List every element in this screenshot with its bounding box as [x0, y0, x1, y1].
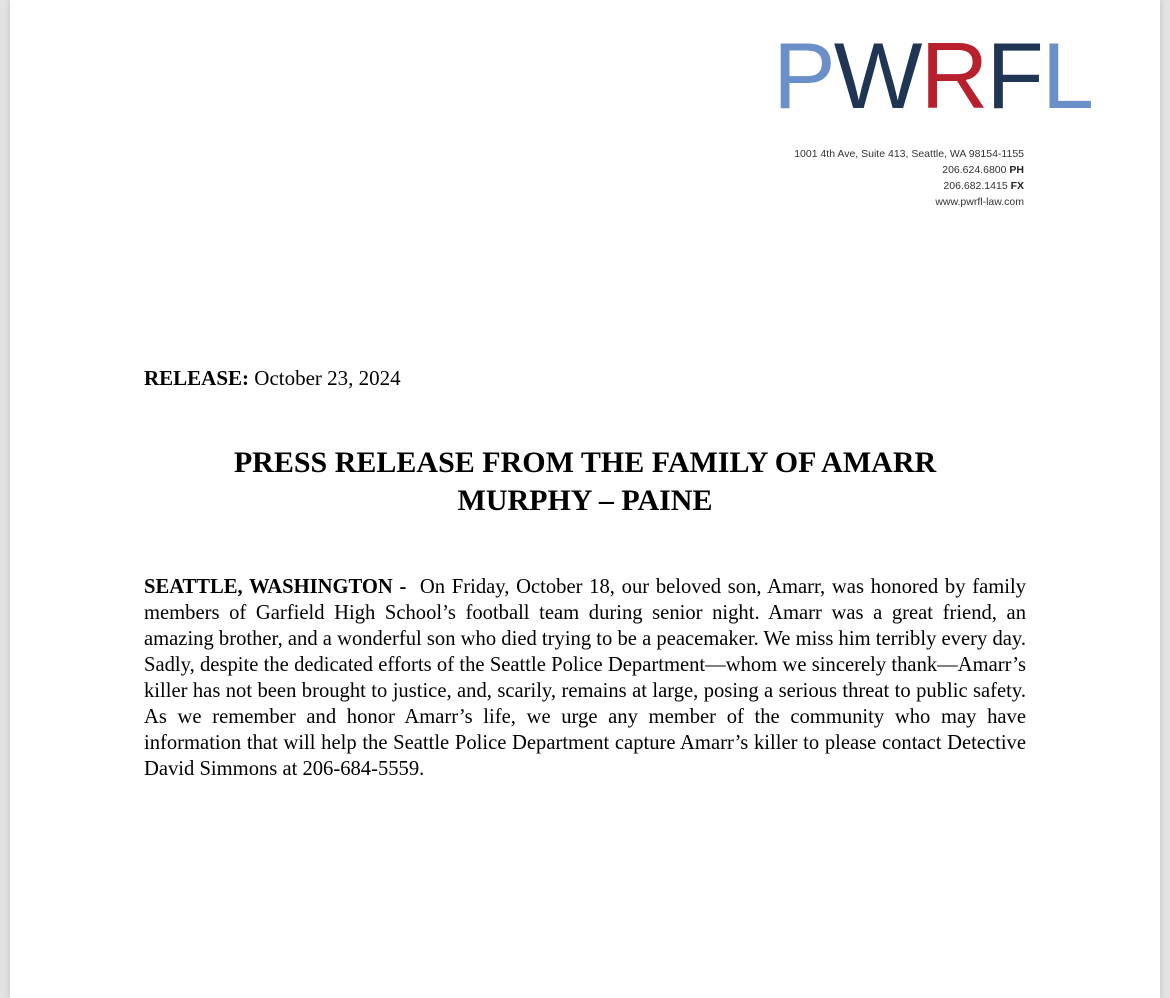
phone-label: PH	[1009, 164, 1024, 176]
logo-letter-p: P	[773, 23, 834, 128]
logo-letter-l: L	[1041, 23, 1093, 128]
release-date: October 23, 2024	[254, 366, 401, 390]
logo-letter-r: R	[920, 23, 987, 128]
website-link[interactable]: www.pwrfl-law.com	[935, 196, 1024, 208]
fax-line	[794, 178, 1024, 194]
release-line	[144, 366, 401, 391]
title-line-1: PRESS RELEASE FROM THE FAMILY OF AMARR	[233, 446, 937, 479]
body-paragraph: On Friday, October 18, our beloved son, Amarr, was honored by family members of Garfield High School’s football team during senior night. Amarr was a great friend, an amazing brother, and a wonderful son who died trying to be a peacemaker. We miss him terribly every day. Sadly, despite the dedicated efforts of the Seattle Police Department—whom we sincerely thank—Amarr’s killer has not been brought to justice, and, scarily, remains at large, posing a serious threat to public safety. As we remember and honor Amarr’s life, we urge any member of the community who may have information that will help the Seattle Police Department capture Amarr’s killer to please contact Detective David Simmons at 206-684-5559.	[144, 576, 1027, 780]
address-line: 1001 4th Ave, Suite 413, Seattle, WA 98154-1155	[794, 148, 1024, 160]
document-page	[10, 0, 1160, 998]
release-label: RELEASE:	[144, 366, 250, 390]
logo-letter-f: F	[986, 23, 1042, 128]
logo-letter-w: W	[833, 23, 921, 128]
press-release-title	[144, 444, 1026, 520]
letterhead-contact	[794, 146, 1024, 210]
fax-label: FX	[1010, 180, 1024, 192]
pwrfl-logo	[773, 23, 1093, 128]
phone-number: 206.624.6800	[942, 164, 1007, 176]
dateline: SEATTLE, WASHINGTON -	[144, 576, 407, 598]
press-release-body	[144, 574, 1026, 782]
fax-number: 206.682.1415	[943, 180, 1008, 192]
title-line-2: MURPHY – PAINE	[457, 484, 713, 517]
phone-line	[794, 162, 1024, 178]
